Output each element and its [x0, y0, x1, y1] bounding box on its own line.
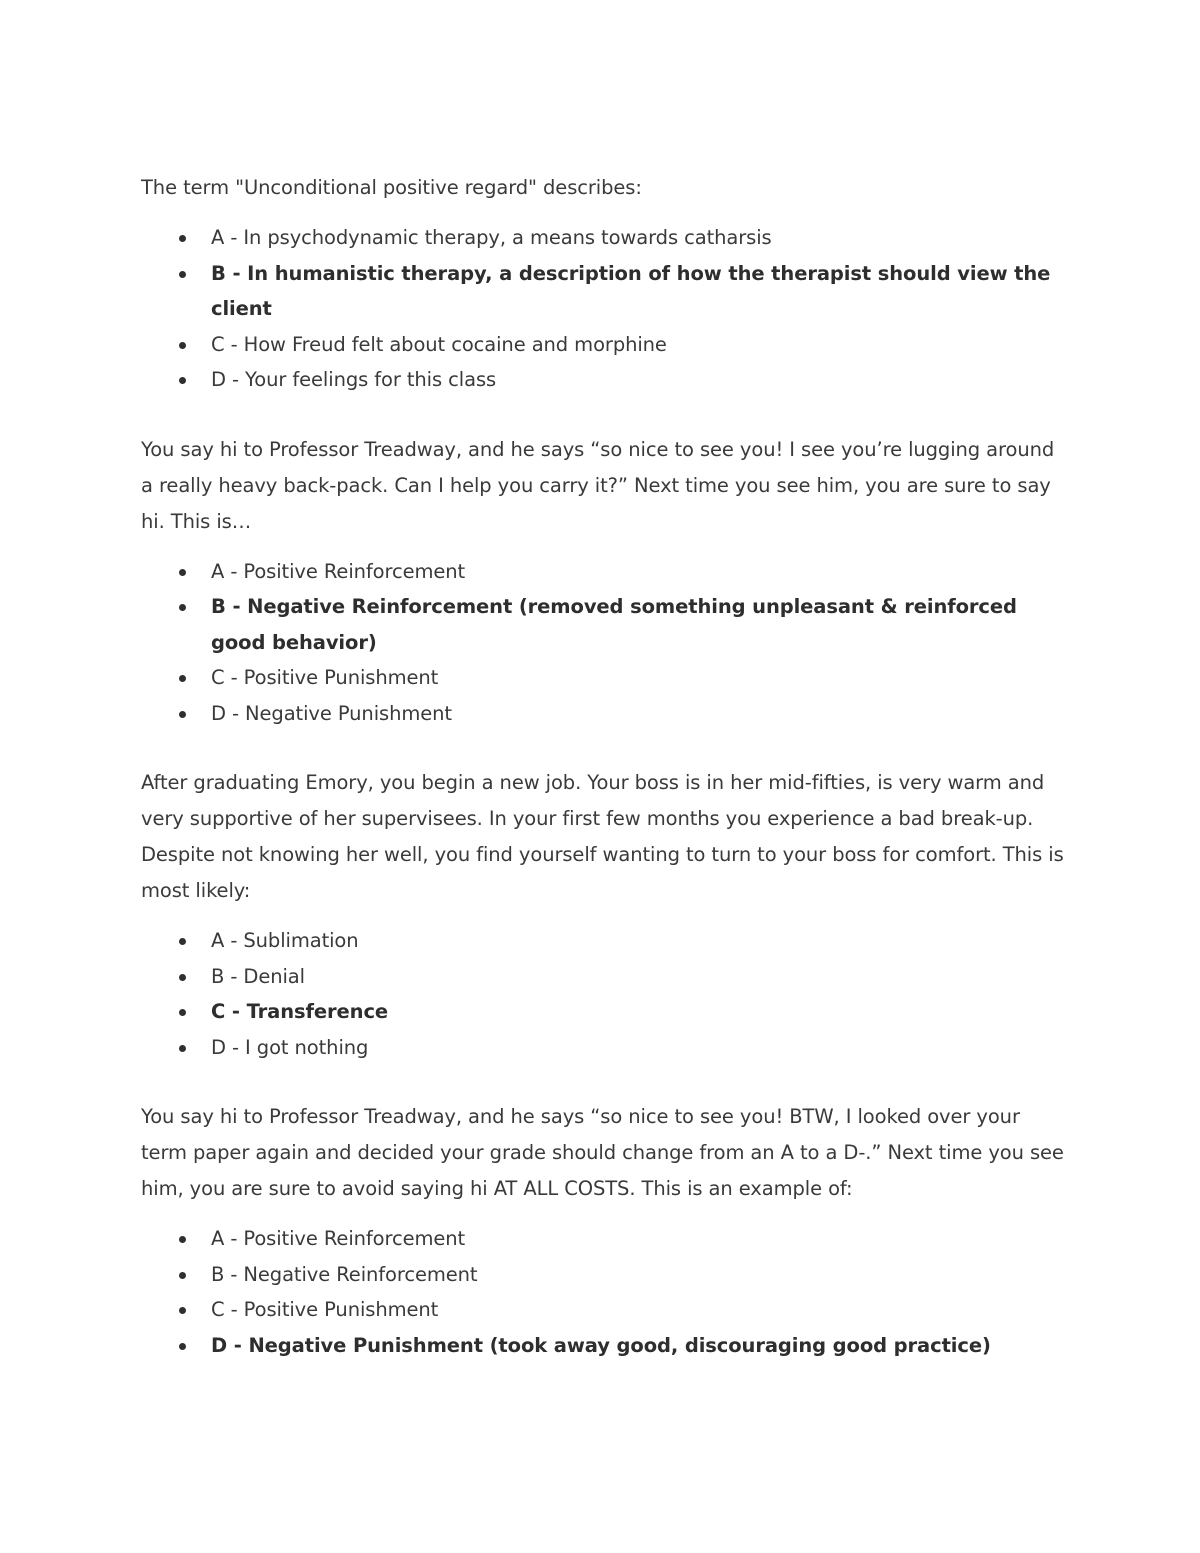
bullet-icon [179, 1343, 186, 1350]
answer-option [141, 696, 1066, 732]
answer-text: B - In humanistic therapy, a description of how the therapist should view the client [211, 261, 1051, 320]
bullet-icon [179, 1272, 186, 1279]
answer-option [141, 1030, 1066, 1066]
bullet-icon [179, 938, 186, 945]
answer-text: C - Positive Punishment [211, 1298, 439, 1321]
answer-text: B - Negative Reinforcement [211, 1262, 478, 1286]
answer-list [141, 1221, 1066, 1363]
answer-text: D - Negative Punishment (took away good, discouraging good practice) [211, 1333, 991, 1357]
question-prompt: After graduating Emory, you begin a new job. Your boss is in her mid-fifties, is very warm and very supportive of her supervisees. In your first few months you experience a bad break-up. Despite not knowing her well, you find yourself wanting to turn to your boss for comfort. This is most likely: [141, 771, 1064, 902]
bullet-icon [179, 1307, 186, 1314]
bullet-icon [179, 974, 186, 981]
question-1 [141, 170, 1066, 398]
answer-option [141, 923, 1066, 959]
bullet-icon [179, 1009, 186, 1016]
bullet-icon [179, 342, 186, 349]
bullet-icon [179, 675, 186, 682]
document-body [141, 170, 1066, 1363]
answer-option [141, 1221, 1066, 1257]
bullet-icon [179, 569, 186, 576]
answer-option [141, 327, 1066, 363]
answer-text: A - In psychodynamic therapy, a means towards catharsis [211, 226, 772, 249]
answer-option [141, 589, 1066, 660]
answer-text: B - Denial [211, 964, 305, 988]
question-prompt: You say hi to Professor Treadway, and he says “so nice to see you! I see you’re lugging around a really heavy back-pack. Can I help you carry it?” Next time you see him, you are sure to say hi. This is… [141, 437, 1055, 533]
answer-option [141, 1328, 1066, 1364]
answer-option [141, 1257, 1066, 1293]
answer-list [141, 554, 1066, 732]
question-3 [141, 765, 1066, 1065]
answer-text: A - Positive Reinforcement [211, 1227, 466, 1250]
question-prompt: The term "Unconditional positive regard" describes: [141, 176, 642, 199]
answer-text: D - I got nothing [211, 1035, 369, 1059]
answer-list [141, 923, 1066, 1065]
answer-text: B - Negative Reinforcement (removed something unpleasant & reinforced good behavior) [211, 595, 1017, 654]
bullet-icon [179, 604, 186, 611]
question-4 [141, 1099, 1066, 1363]
bullet-icon [179, 711, 186, 718]
answer-option [141, 660, 1066, 696]
answer-list [141, 220, 1066, 398]
answer-option [141, 994, 1066, 1030]
answer-text: D - Your feelings for this class [211, 368, 497, 391]
answer-option [141, 256, 1066, 327]
question-2 [141, 432, 1066, 732]
answer-option [141, 959, 1066, 995]
answer-option [141, 220, 1066, 256]
answer-option [141, 362, 1066, 398]
bullet-icon [179, 1045, 186, 1052]
answer-option [141, 1292, 1066, 1328]
answer-text: D - Negative Punishment [211, 701, 452, 725]
bullet-icon [179, 1236, 186, 1243]
answer-text: A - Positive Reinforcement [211, 559, 466, 583]
bullet-icon [179, 235, 186, 242]
bullet-icon [179, 271, 186, 278]
answer-text: C - Positive Punishment [211, 666, 439, 689]
answer-text: A - Sublimation [211, 929, 359, 952]
answer-text: C - Transference [211, 1000, 389, 1023]
question-prompt: You say hi to Professor Treadway, and he says “so nice to see you! BTW, I looked over your term paper again and decided your grade should change from an A to a D-.” Next time you see him, you are sure to avoid saying hi AT ALL COSTS. This is an example of: [141, 1105, 1064, 1200]
bullet-icon [179, 377, 186, 384]
answer-option [141, 554, 1066, 590]
answer-text: C - How Freud felt about cocaine and morphine [211, 332, 667, 356]
